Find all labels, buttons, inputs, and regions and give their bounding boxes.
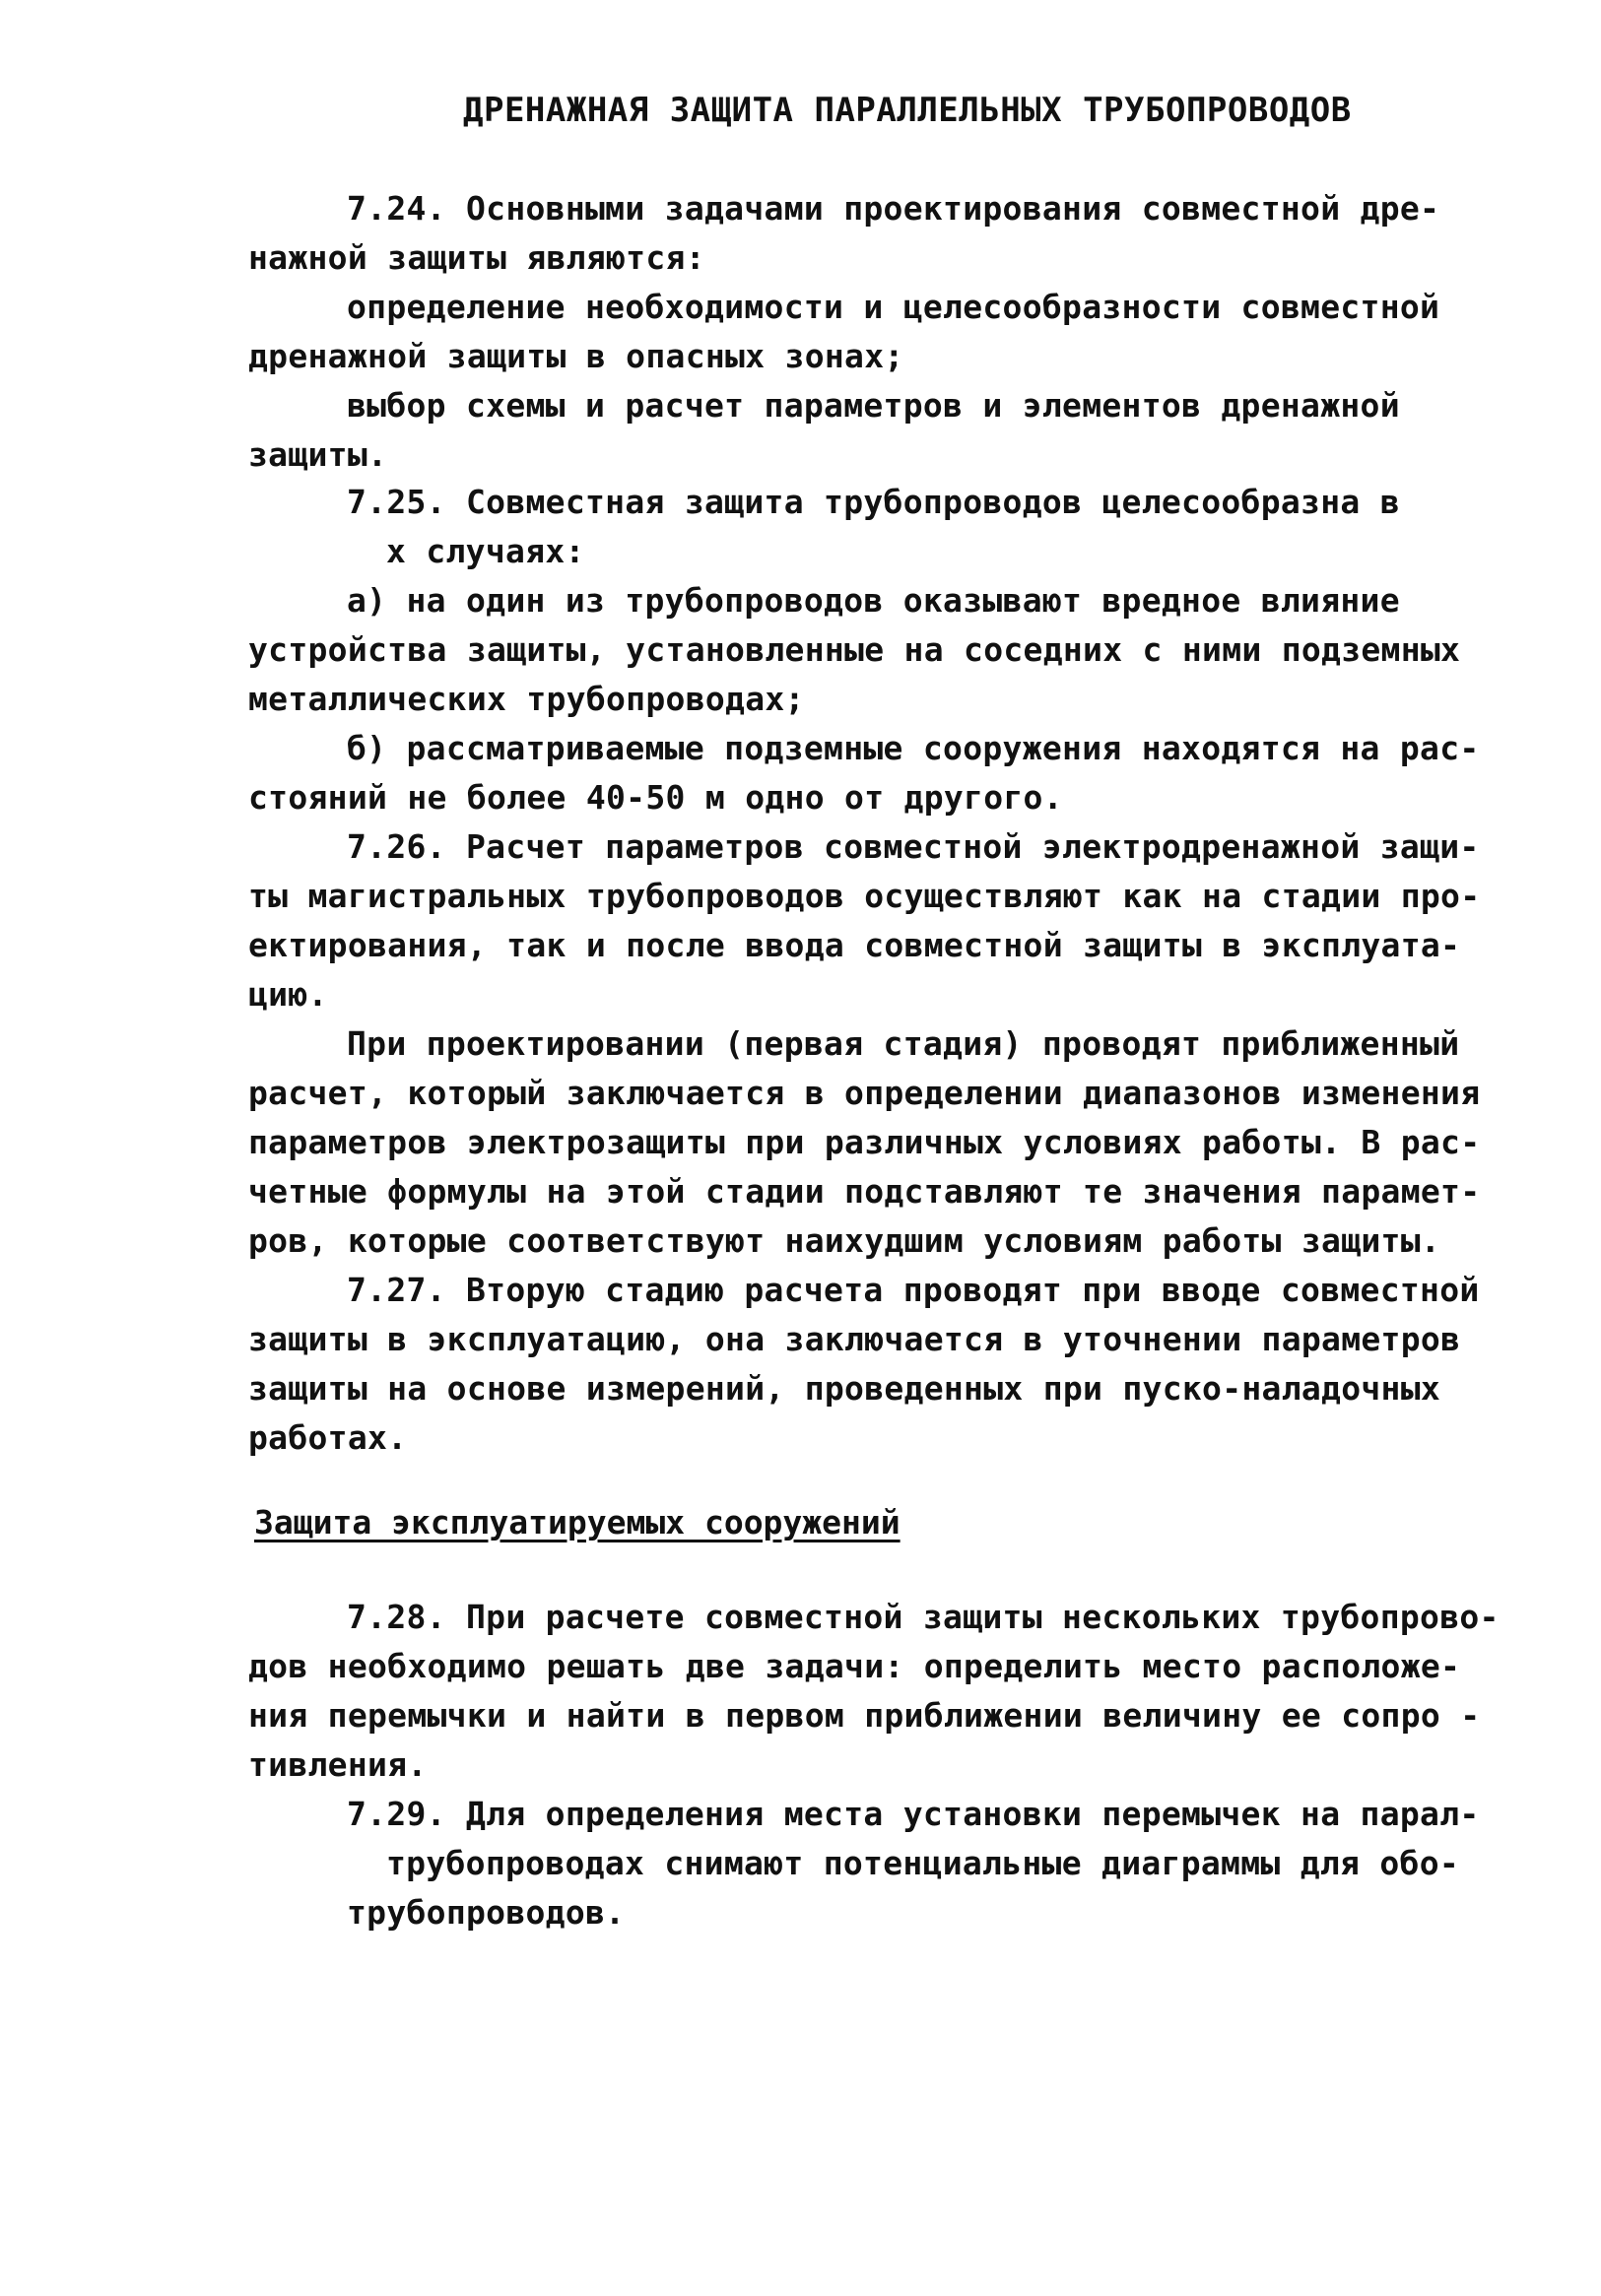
text-line: 7.27. Вторую стадию расчета проводят при вводе совместной: [347, 1271, 1480, 1309]
text-line: параметров электрозащиты при различных условиях работы. В рас-: [248, 1123, 1481, 1161]
text-line: 7.26. Расчет параметров совместной электродренажной защи-: [347, 827, 1480, 866]
text-line: определение необходимости и целесообразности совместной: [347, 288, 1440, 326]
text-line: х случаях:: [386, 532, 585, 570]
text-line: устройства защиты, установленные на соседних с ними подземных: [248, 630, 1461, 669]
text-line: 7.28. При расчете совместной защиты нескольких трубопрово-: [347, 1598, 1500, 1636]
text-line: ты магистральных трубопроводов осуществляют как на стадии про-: [248, 877, 1481, 915]
text-line: цию.: [248, 975, 328, 1014]
text-line: трубопроводов.: [347, 1893, 626, 1932]
text-line: защиты в эксплуатацию, она заключается в уточнении параметров: [248, 1320, 1461, 1358]
text-line: работах.: [248, 1418, 408, 1457]
page-title: ДРЕНАЖНАЯ ЗАЩИТА ПАРАЛЛЕЛЬНЫХ ТРУБОПРОВОДОВ: [463, 91, 1352, 130]
text-line: 7.24. Основными задачами проектирования совместной дре-: [347, 189, 1440, 228]
text-line: тивления.: [248, 1745, 428, 1784]
text-line: ров, которые соответствуют наихудшим условиям работы защиты.: [248, 1221, 1441, 1260]
text-line: 7.25. Совместная защита трубопроводов целесообразна в: [347, 483, 1400, 521]
text-line: дов необходимо решать две задачи: определить место расположе-: [248, 1647, 1461, 1685]
text-line: трубопроводах снимают потенциальные диаграммы для обо-: [386, 1844, 1460, 1882]
text-line: металлических трубопроводах;: [248, 680, 805, 718]
text-line: защиты.: [248, 435, 388, 474]
text-line: 7.29. Для определения места установки перемычек на парал-: [347, 1795, 1480, 1833]
text-line: ектирования, так и после ввода совместной защиты в эксплуата-: [248, 926, 1461, 964]
text-line: стояний не более 40-50 м одно от другого.: [248, 778, 1063, 817]
text-line: защиты на основе измерений, проведенных при пуско-наладочных: [248, 1369, 1441, 1408]
text-line: нажной защиты являются:: [248, 238, 705, 277]
text-line: четные формулы на этой стадии подставляют те значения парамет-: [248, 1172, 1481, 1211]
text-line: б) рассматриваемые подземные сооружения находятся на рас-: [347, 729, 1480, 767]
text-line: При проектировании (первая стадия) проводят приближенный: [347, 1024, 1460, 1063]
text-line: выбор схемы и расчет параметров и элементов дренажной: [347, 386, 1400, 425]
text-line: а) на один из трубопроводов оказывают вредное влияние: [347, 581, 1400, 620]
text-line: расчет, который заключается в определении диапазонов изменения: [248, 1074, 1481, 1112]
section-heading: Защита эксплуатируемых сооружений: [254, 1503, 901, 1542]
text-line: ния перемычки и найти в первом приближении величину ее сопро -: [248, 1696, 1481, 1735]
text-line: дренажной защиты в опасных зонах;: [248, 337, 904, 375]
